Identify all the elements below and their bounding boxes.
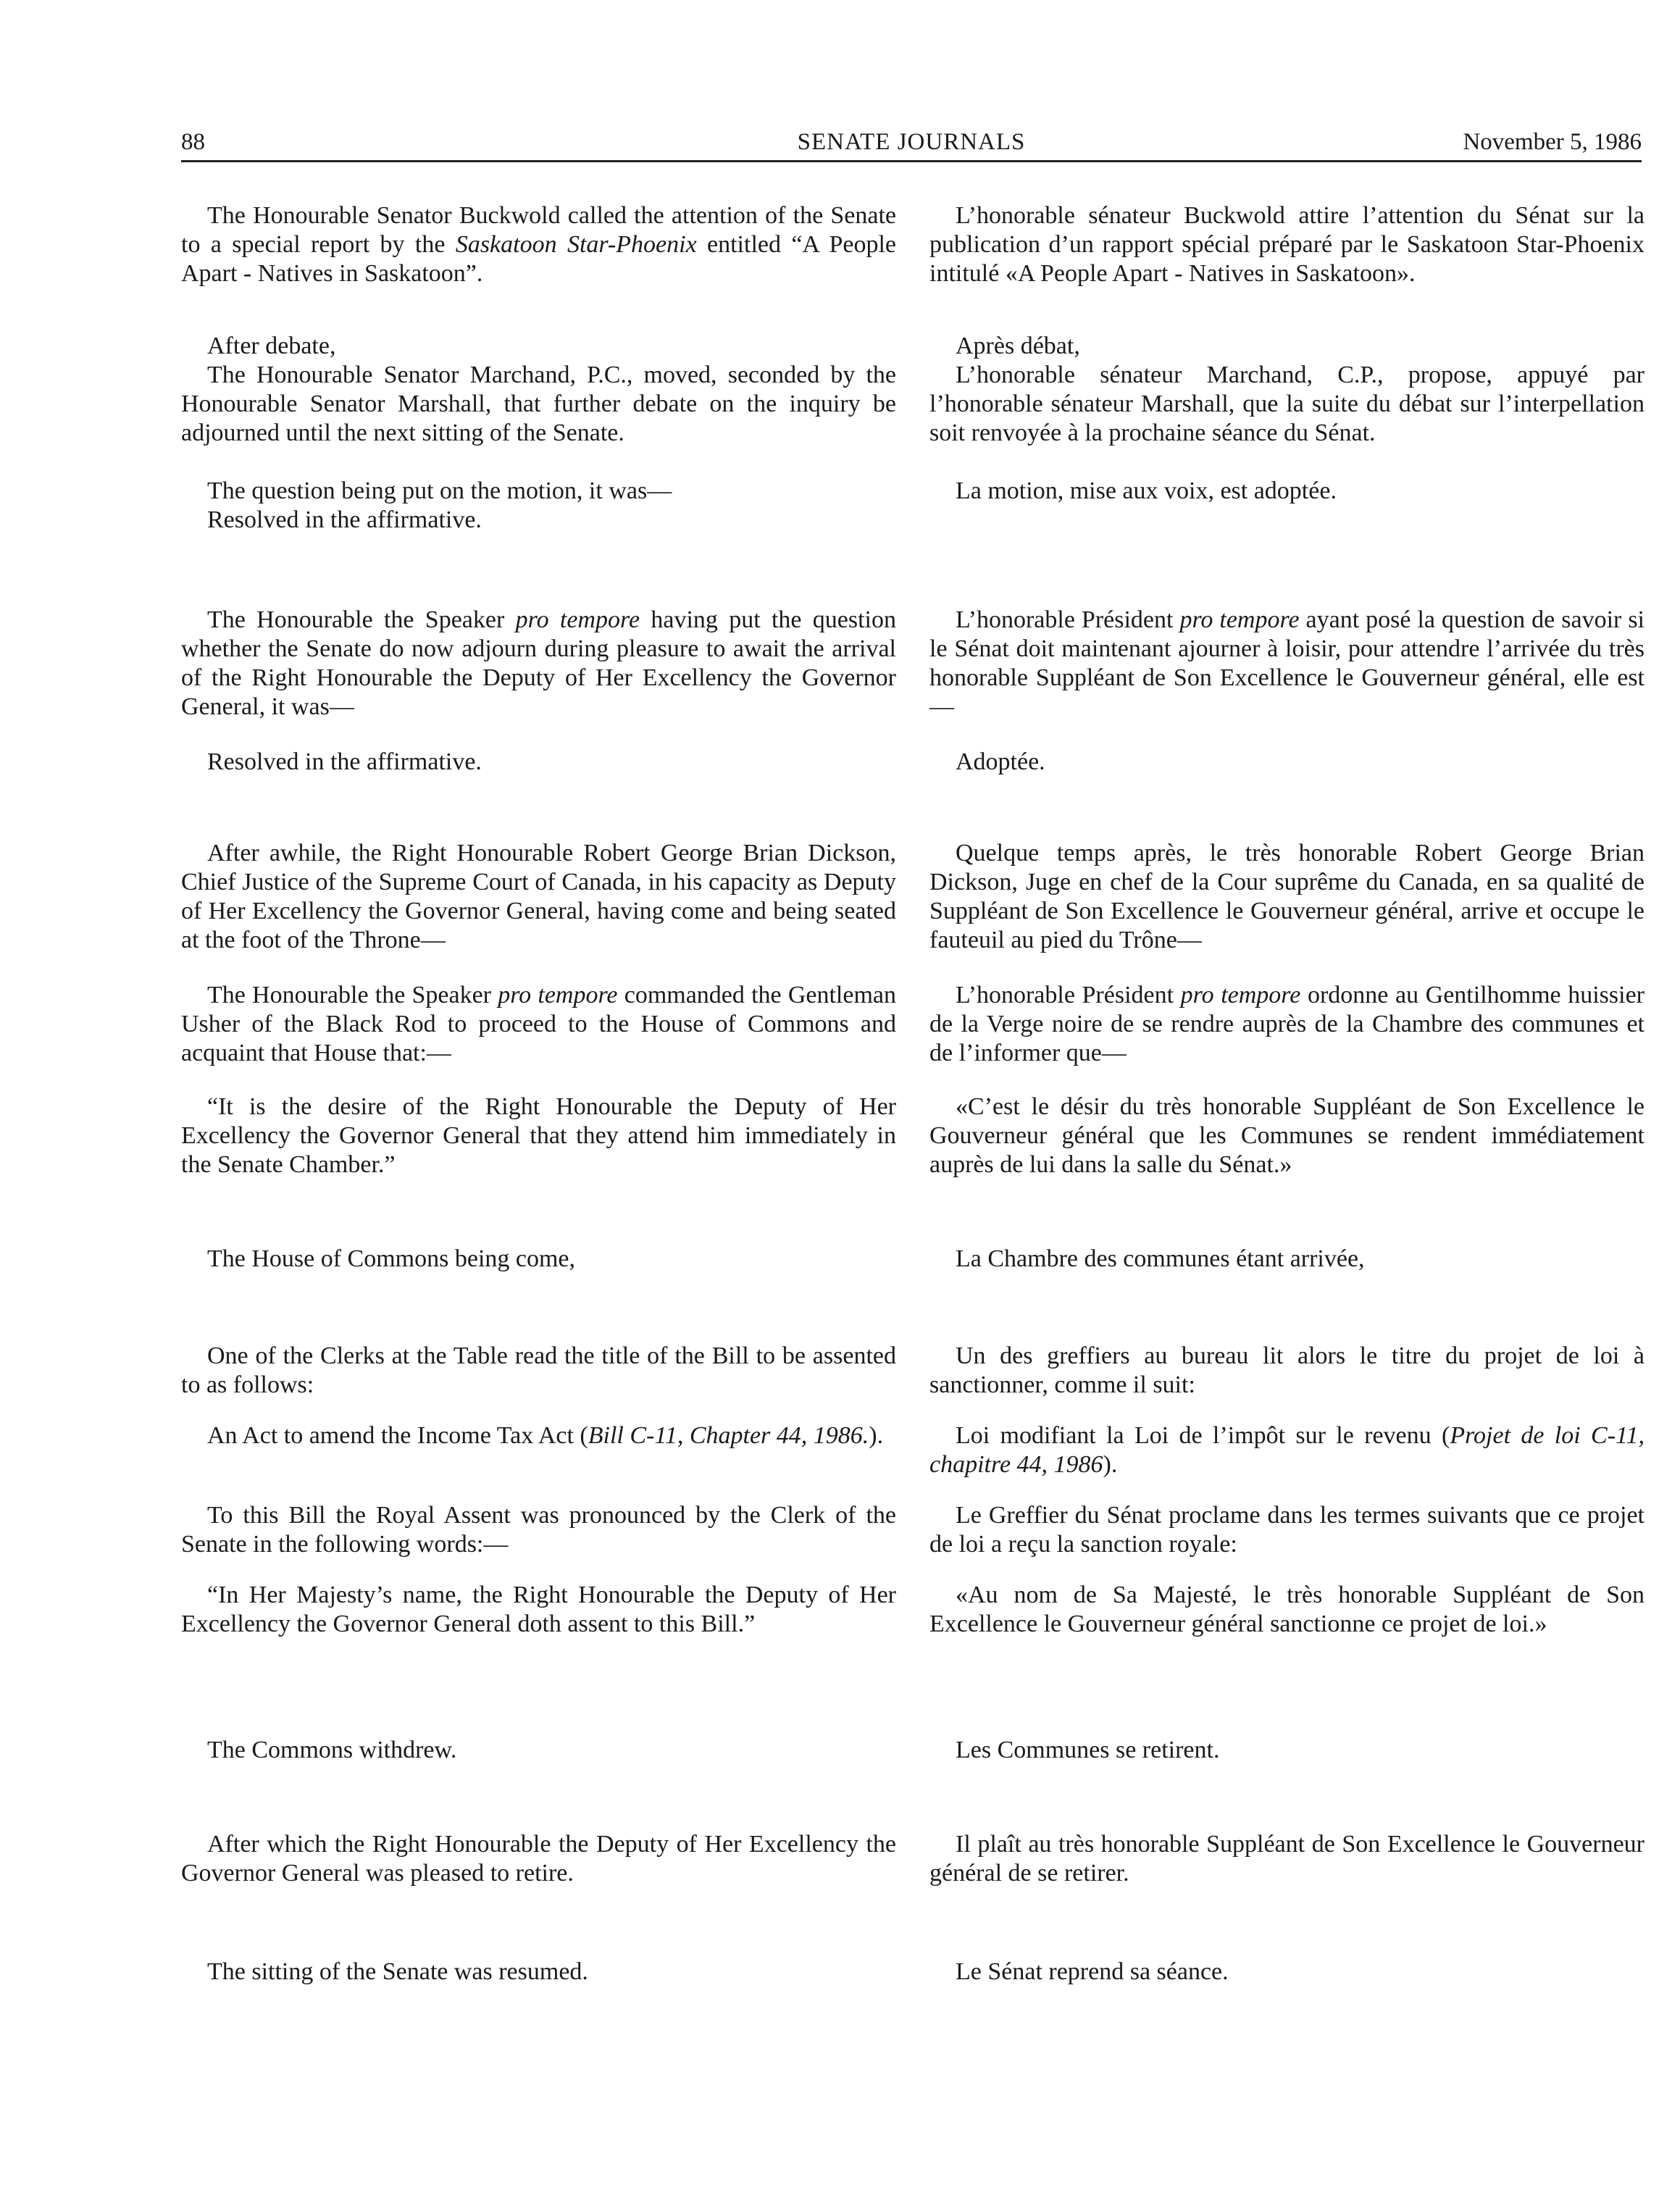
en-paragraph-debate: After debate, The Honourable Senator Marchand, P.C., moved, seconded by the Honourable Senator Marshall, that further debate on the inquiry be adjourned until the next sitting of the Senate. <box>181 333 896 446</box>
fr-paragraph-clerks: Un des greffiers au bureau lit alors le titre du projet de loi à sanctionner, comme il suit: <box>929 1342 1645 1398</box>
fr-paragraph-motion: La motion, mise aux voix, est adoptée. <box>956 477 1337 504</box>
fr-paragraph-resumed: Le Sénat reprend sa séance. <box>956 1958 1229 1985</box>
journal-title: SENATE JOURNALS <box>797 129 1026 155</box>
fr-paragraph-royal-assent: Le Greffier du Sénat proclame dans les termes suivants que ce projet de loi a reçu la sanction royale: <box>929 1502 1645 1558</box>
fr-paragraph-majesty: «Au nom de Sa Majesté, le très honorable Suppléant de Son Excellence le Gouverneur général sanctionne ce projet de loi.» <box>929 1582 1645 1637</box>
en-paragraph-withdrew: The Commons withdrew. <box>207 1737 457 1763</box>
journal-date: November 5, 1986 <box>1463 129 1642 155</box>
fr-paragraph-debate: Après débat, L’honorable sénateur Marchand, C.P., propose, appuyé par l’honorable sénateur Marshall, que la suite du débat sur l’interpellation soit renvoyée à la prochaine séance du Sénat. <box>929 333 1645 446</box>
fr-paragraph-adopted: Adoptée. <box>956 748 1045 775</box>
en-paragraph-arrival: After awhile, the Right Honourable Robert George Brian Dickson, Chief Justice of the Supreme Court of Canada, in his capacity as Deputy of Her Excellency the Governor General, having come and being seated at the foot of the Throne— <box>181 840 896 953</box>
fr-paragraph-adjourn: L’honorable Président pro tempore ayant posé la question de savoir si le Sénat doit maintenant ajourner à loisir, pour attendre l’arrivée du très honorable Suppléant de Son Excellence le Gouverneur général, elle est— <box>929 606 1645 720</box>
en-paragraph-commons-come: The House of Commons being come, <box>207 1245 576 1272</box>
fr-paragraph-act: Loi modifiant la Loi de l’impôt sur le revenu (Projet de loi C-11, chapitre 44, 1986). <box>929 1422 1645 1478</box>
en-paragraph-resolved: Resolved in the affirmative. <box>207 748 482 775</box>
en-paragraph-majesty: “In Her Majesty’s name, the Right Honourable the Deputy of Her Excellency the Governor General doth assent to this Bill.” <box>181 1582 896 1637</box>
en-paragraph-act: An Act to amend the Income Tax Act (Bill C-11, Chapter 44, 1986.). <box>207 1422 884 1449</box>
page-number: 88 <box>181 129 205 155</box>
header-rule <box>181 160 1642 162</box>
en-paragraph-question: The question being put on the motion, it was— Resolved in the affirmative. <box>207 477 672 533</box>
fr-paragraph-black-rod: L’honorable Président pro tempore ordonne au Gentilhomme huissier de la Verge noire de se rendre auprès de la Chambre des communes et de l’informer que— <box>929 982 1645 1066</box>
fr-paragraph-inquiry: L’honorable sénateur Buckwold attire l’attention du Sénat sur la publication d’un rapport spécial préparé par le Saskatoon Star-Phoenix intitulé «A People Apart - Natives in Saskatoon». <box>929 202 1645 287</box>
en-paragraph-royal-assent: To this Bill the Royal Assent was pronounced by the Clerk of the Senate in the following words:— <box>181 1502 896 1558</box>
fr-paragraph-arrival: Quelque temps après, le très honorable Robert George Brian Dickson, Juge en chef de la Cour suprême du Canada, en sa qualité de Suppléant de Son Excellence le Gouverneur général, arrive et occupe le fauteuil au pied du Trône— <box>929 840 1645 953</box>
en-paragraph-desire: “It is the desire of the Right Honourable the Deputy of Her Excellency the Governor General that they attend him immediately in the Senate Chamber.” <box>181 1093 896 1178</box>
en-paragraph-resumed: The sitting of the Senate was resumed. <box>207 1958 588 1985</box>
fr-paragraph-retire: Il plaît au très honorable Suppléant de Son Excellence le Gouverneur général de se retirer. <box>929 1831 1645 1887</box>
fr-paragraph-withdrew: Les Communes se retirent. <box>956 1737 1220 1763</box>
en-paragraph-clerks: One of the Clerks at the Table read the title of the Bill to be assented to as follows: <box>181 1342 896 1398</box>
en-paragraph-retire: After which the Right Honourable the Deputy of Her Excellency the Governor General was pleased to retire. <box>181 1831 896 1887</box>
en-paragraph-black-rod: The Honourable the Speaker pro tempore commanded the Gentleman Usher of the Black Rod to proceed to the House of Commons and acquaint that House that:— <box>181 982 896 1066</box>
en-paragraph-inquiry: The Honourable Senator Buckwold called the attention of the Senate to a special report by the Saskatoon Star-Phoenix entitled “A People Apart - Natives in Saskatoon”. <box>181 202 897 287</box>
fr-paragraph-commons-come: La Chambre des communes étant arrivée, <box>956 1245 1365 1272</box>
page-header <box>181 126 1642 158</box>
fr-paragraph-desire: «C’est le désir du très honorable Suppléant de Son Excellence le Gouverneur général que les Communes se rendent immédiatement auprès de lui dans la salle du Sénat.» <box>929 1093 1645 1178</box>
en-paragraph-adjourn: The Honourable the Speaker pro tempore having put the question whether the Senate do now adjourn during pleasure to await the arrival of the Right Honourable the Deputy of Her Excellency the Governor General, it was— <box>181 606 897 720</box>
